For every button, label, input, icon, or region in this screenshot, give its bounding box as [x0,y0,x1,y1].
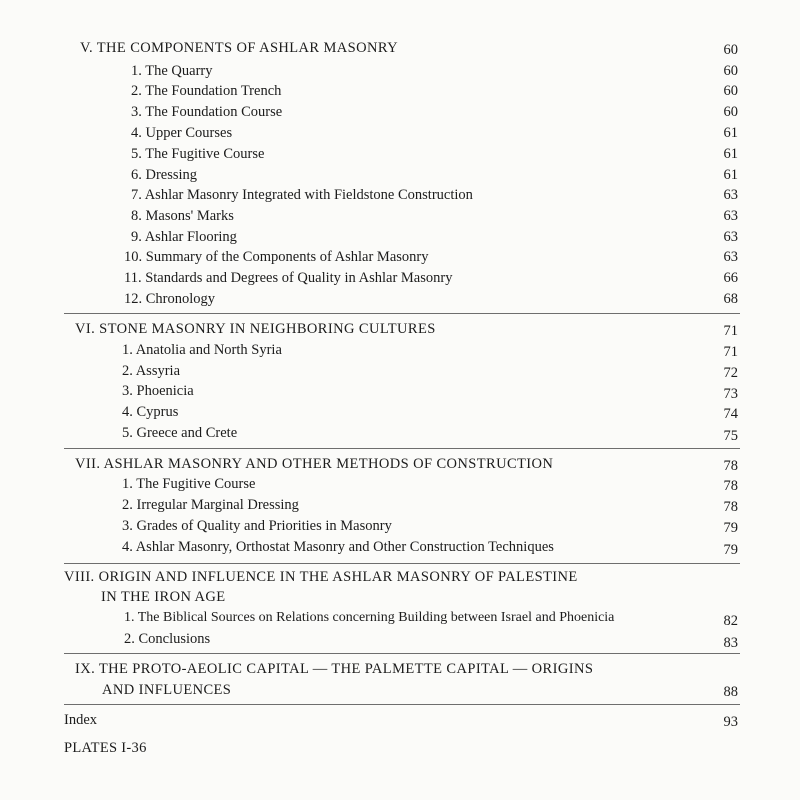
chapter-6-title: VI. STONE MASONRY IN NEIGHBORING CULTURES [75,321,436,337]
toc-item-page: 63 [723,208,738,224]
toc-item-page: 83 [723,635,738,651]
toc-item-page: 63 [723,249,738,265]
toc-item-page: 82 [723,613,738,629]
toc-item: 4. Cyprus [122,404,179,420]
toc-item: 10. Summary of the Components of Ashlar Masonry [124,249,429,265]
toc-item-page: 74 [723,406,738,422]
toc-item: 7. Ashlar Masonry Integrated with Fieldstone Construction [131,187,473,203]
toc-item-page: 66 [723,270,738,286]
toc-item: 1. The Biblical Sources on Relations concerning Building between Israel and Phoenicia [124,610,615,625]
toc-item: 2. Assyria [122,363,180,379]
toc-item: 3. The Foundation Course [131,104,283,120]
toc-item: 3. Grades of Quality and Priorities in Masonry [122,518,392,534]
toc-item-page: 78 [723,478,738,494]
chapter-8-title-line2: IN THE IRON AGE [101,589,226,605]
toc-item-page: 68 [723,291,738,307]
chapter-8-title-line1: VIII. ORIGIN AND INFLUENCE IN THE ASHLAR MASONRY OF PALESTINE [64,569,578,585]
toc-item-page: 63 [723,187,738,203]
toc-item-page: 60 [723,63,738,79]
toc-item-page: 71 [723,344,738,360]
toc-item: 9. Ashlar Flooring [131,229,237,245]
toc-item-page: 79 [723,542,738,558]
toc-item: 5. The Fugitive Course [131,146,265,162]
plates-entry: PLATES I-36 [64,740,147,756]
toc-item-page: 60 [723,104,738,120]
chapter-9-page: 88 [723,684,738,700]
chapter-5-title: V. THE COMPONENTS OF ASHLAR MASONRY [80,40,399,56]
toc-item-page: 72 [723,365,738,381]
toc-item: 6. Dressing [131,167,198,183]
toc-item: 2. Irregular Marginal Dressing [122,497,299,513]
section-divider [64,313,740,314]
chapter-5-page: 60 [723,42,738,58]
toc-item: 12. Chronology [124,291,216,307]
section-divider [64,704,740,705]
toc-item-page: 78 [723,499,738,515]
toc-item-page: 63 [723,229,738,245]
toc-item: 1. The Quarry [131,63,213,79]
toc-item-page: 73 [723,386,738,402]
chapter-7-title: VII. ASHLAR MASONRY AND OTHER METHODS OF CONSTRUCTION [75,456,554,472]
toc-item-page: 61 [723,125,738,141]
toc-item: 2. The Foundation Trench [131,83,282,99]
toc-item: 1. The Fugitive Course [122,476,256,492]
section-divider [64,653,740,654]
toc-item: 11. Standards and Degrees of Quality in Ashlar Masonry [124,270,453,286]
section-divider [64,448,740,449]
toc-item: 2. Conclusions [124,631,211,647]
toc-item: 4. Upper Courses [131,125,233,141]
chapter-6-page: 71 [723,323,738,339]
toc-item: 3. Phoenicia [122,383,194,399]
chapter-9-title-line1: IX. THE PROTO-AEOLIC CAPITAL — THE PALMETTE CAPITAL — ORIGINS [75,661,594,677]
toc-item: 5. Greece and Crete [122,425,238,441]
section-divider [64,563,740,564]
toc-item: 8. Masons' Marks [131,208,234,224]
chapter-9-title-line2: AND INFLUENCES [102,682,232,698]
toc-item-page: 79 [723,520,738,536]
toc-item-page: 61 [723,167,738,183]
toc-item: 4. Ashlar Masonry, Orthostat Masonry and Other Construction Techniques [122,539,554,555]
index-entry: Index [64,712,98,728]
toc-item-page: 60 [723,83,738,99]
index-page: 93 [723,714,738,730]
toc-item-page: 61 [723,146,738,162]
toc-item: 1. Anatolia and North Syria [122,342,282,358]
toc-item-page: 75 [723,428,738,444]
chapter-7-page: 78 [723,458,738,474]
